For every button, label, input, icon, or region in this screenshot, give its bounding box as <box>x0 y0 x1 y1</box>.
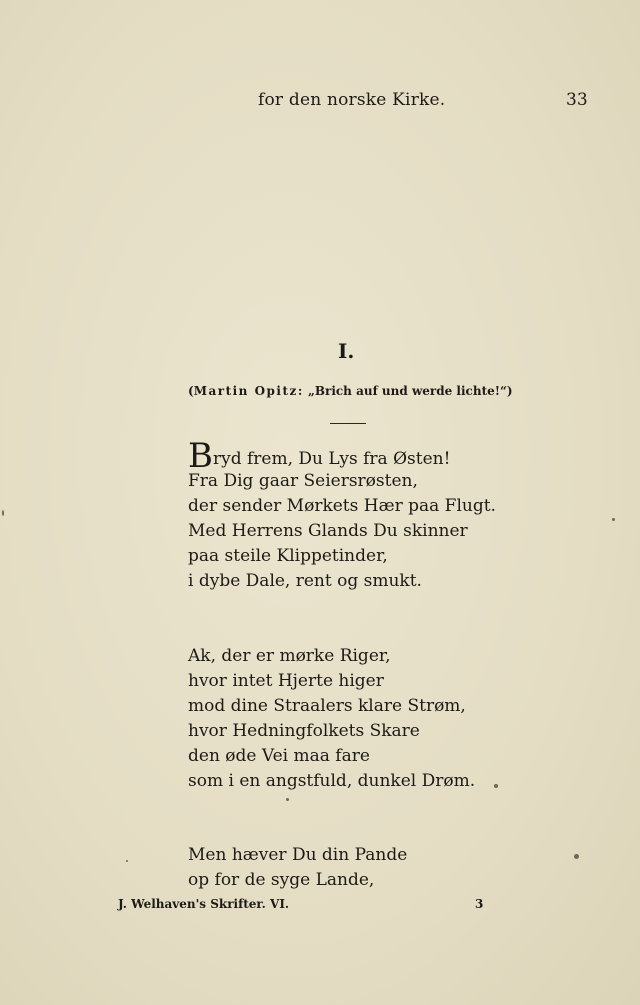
paper-speck <box>2 510 4 516</box>
poem-stanza-2 <box>188 644 475 794</box>
paper-speck <box>574 854 579 859</box>
footer-signature: J. Welhaven's Skrifter. VI. <box>118 897 290 911</box>
epigraph-quote: „Brich auf und werde lichte!“) <box>307 384 513 398</box>
poem-line: hvor intet Hjerte higer <box>188 671 384 691</box>
poem-line: Men hæver Du din Pande <box>188 845 408 865</box>
poem-line: der sender Mørkets Hær paa Flugt. <box>188 496 496 516</box>
poem-stanza-1 <box>188 436 496 594</box>
section-number: I. <box>338 339 355 363</box>
running-header-title: for den norske Kirke. <box>258 90 446 110</box>
paper-speck <box>286 798 289 801</box>
section-divider <box>330 423 366 424</box>
footer-sheet-number: 3 <box>475 897 484 911</box>
poem-line: paa steile Klippetinder, <box>188 546 388 566</box>
poem-line-text: ryd frem, Du Lys fra Østen! <box>213 449 451 469</box>
poem-line: mod dine Straalers klare Strøm, <box>188 696 466 716</box>
epigraph-author: Martin Opitz: <box>193 384 304 398</box>
paper-speck <box>126 860 128 862</box>
poem-line: Ak, der er mørke Riger, <box>188 646 391 666</box>
poem-line: Fra Dig gaar Seiersrøsten, <box>188 471 418 491</box>
poem-line: Med Herrens Glands Du skinner <box>188 521 468 541</box>
poem-line <box>188 436 496 476</box>
paper-speck <box>612 518 615 521</box>
epigraph <box>188 384 513 398</box>
poem-line: den øde Vei maa fare <box>188 746 370 766</box>
paper-speck <box>494 784 498 788</box>
poem-line: hvor Hedningfolkets Skare <box>188 721 420 741</box>
drop-cap: B <box>188 436 213 476</box>
page-number: 33 <box>566 90 588 110</box>
poem-stanza-3 <box>188 843 407 893</box>
poem-line: som i en angstfuld, dunkel Drøm. <box>188 771 476 791</box>
poem-line: op for de syge Lande, <box>188 870 375 890</box>
poem-line: i dybe Dale, rent og smukt. <box>188 571 422 591</box>
epigraph-open-paren: ( <box>188 384 194 398</box>
